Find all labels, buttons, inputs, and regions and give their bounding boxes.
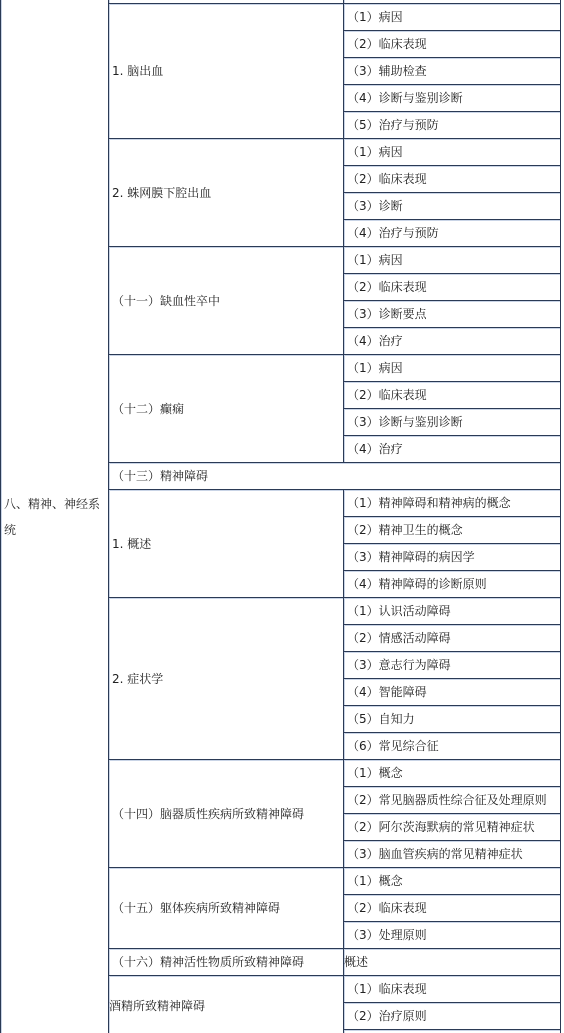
topic-cell: 2. 蛛网膜下腔出血 [108, 138, 344, 247]
list-item: （2）情感活动障碍 [343, 624, 561, 652]
list-item: （3）诊断 [343, 192, 561, 220]
list-item: （4）治疗 [343, 327, 561, 355]
list-item: （2）治疗原则 [343, 1002, 561, 1030]
topic-cell: （十二）癫痫 [108, 354, 344, 463]
list-item: （2）阿尔茨海默病的常见精神症状 [343, 813, 561, 841]
list-item: （3）精神障碍的病因学 [343, 543, 561, 571]
list-item: （6）常见综合征 [343, 732, 561, 760]
section-cell [0, 0, 109, 1033]
topic-cell: 1. 脑出血 [108, 3, 344, 139]
list-item: （5）治疗与预防 [343, 111, 561, 139]
list-item: （3）处理原则 [343, 921, 561, 949]
list-item: （3）诊断要点 [343, 300, 561, 328]
list-item: （3）诊断与鉴别诊断 [343, 408, 561, 436]
topic-cell: （十四）脑器质性疾病所致精神障碍 [108, 759, 344, 868]
list-item: （1）病因 [343, 138, 561, 166]
topic-header: （十三）精神障碍 [108, 462, 561, 490]
list-item: （1）病因 [343, 3, 561, 31]
list-item: （2）临床表现 [343, 30, 561, 58]
list-item: （1）概念 [343, 867, 561, 895]
list-item: （2）常见脑器质性综合征及处理原则 [343, 786, 561, 814]
list-item: （5）自知力 [343, 705, 561, 733]
topic-cell: 酒精所致精神障碍 [108, 975, 344, 1033]
list-item: （1）概念 [343, 759, 561, 787]
list-item: （1）病因 [343, 354, 561, 382]
list-item: （2）临床表现 [343, 894, 561, 922]
list-item: （4）治疗与预防 [343, 219, 561, 247]
list-item: （2）临床表现 [343, 273, 561, 301]
topic-cell: 1. 概述 [108, 489, 344, 598]
list-item: （4）治疗 [343, 435, 561, 463]
list-item: （1）精神障碍和精神病的概念 [343, 489, 561, 517]
list-item: （1）病因 [343, 246, 561, 274]
list-item: （3）意志行为障碍 [343, 651, 561, 679]
list-item: （2）临床表现 [343, 381, 561, 409]
list-item: （3）辅助检查 [343, 57, 561, 85]
list-item: （4）精神障碍的诊断原则 [343, 570, 561, 598]
section-label: 八、精神、神经系统 [4, 496, 101, 537]
topic-cell: （十六）精神活性物质所致精神障碍 [108, 948, 344, 976]
topic-cell: （十五）躯体疾病所致精神障碍 [108, 867, 344, 949]
list-item: （3）脑血管疾病的常见精神症状 [343, 840, 561, 868]
list-item: （1）认识活动障碍 [343, 597, 561, 625]
list-item: （4）智能障碍 [343, 678, 561, 706]
topic-cell: 2. 症状学 [108, 597, 344, 760]
list-item: 概述 [343, 948, 561, 976]
list-item: （1）临床表现 [343, 975, 561, 1003]
list-item: （4）诊断与鉴别诊断 [343, 84, 561, 112]
list-item: （2）临床表现 [343, 165, 561, 193]
table-row-stub [343, 1029, 561, 1033]
topic-cell: （十一）缺血性卒中 [108, 246, 344, 355]
list-item: （2）精神卫生的概念 [343, 516, 561, 544]
